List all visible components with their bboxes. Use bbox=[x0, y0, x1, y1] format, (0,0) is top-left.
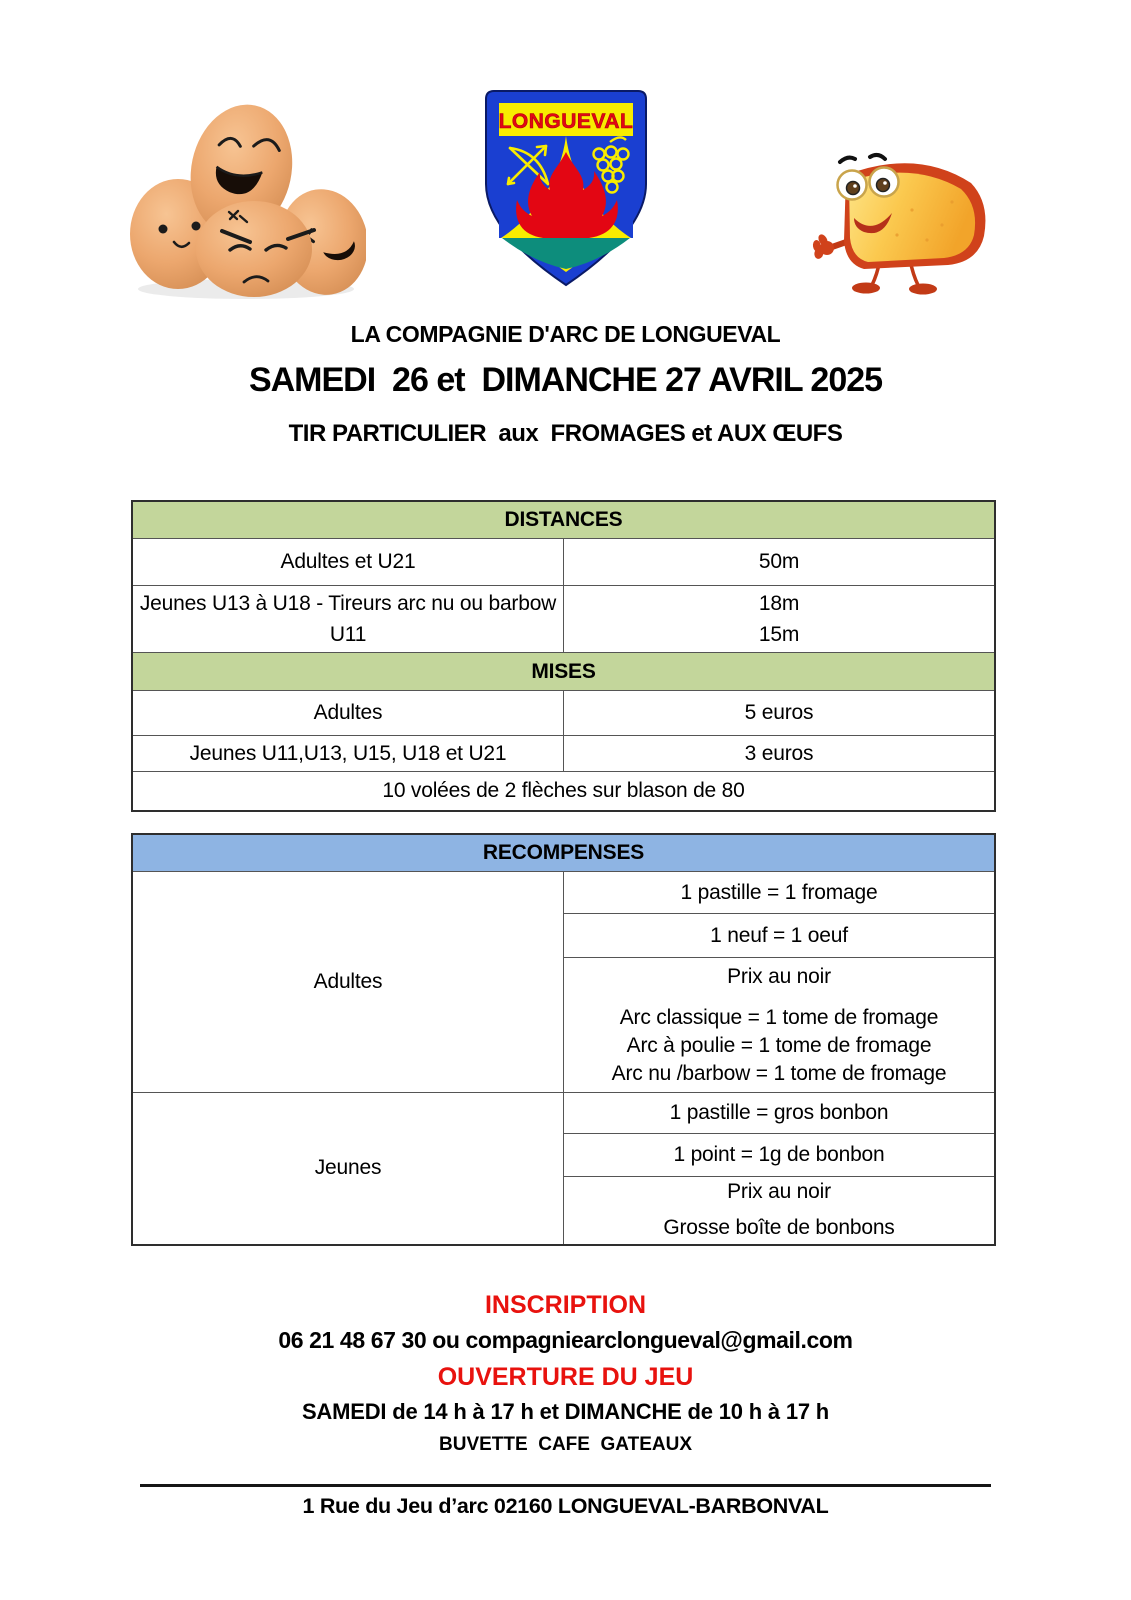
address-line: 1 Rue du Jeu d’arc 02160 LONGUEVAL-BARBONVAL bbox=[302, 1494, 829, 1518]
mises-row1-category: Adultes bbox=[132, 691, 564, 736]
recompenses-jeunes-reward1: 1 pastille = gros bonbon bbox=[564, 1093, 996, 1134]
recompenses-adultes-category: Adultes bbox=[132, 872, 564, 1093]
recompenses-adultes-reward2: 1 neuf = 1 oeuf bbox=[564, 914, 996, 958]
recompenses-header: RECOMPENSES bbox=[132, 834, 995, 872]
refreshments-line: BUVETTE CAFE GATEAUX bbox=[439, 1434, 692, 1455]
mises-header: MISES bbox=[132, 653, 995, 691]
club-title: LA COMPAGNIE D'ARC DE LONGUEVAL bbox=[350, 321, 781, 347]
recompenses-jeunes-category: Jeunes bbox=[132, 1093, 564, 1245]
distances-mises-table bbox=[131, 500, 996, 812]
distances-row1-value: 50m bbox=[564, 539, 996, 586]
inscription-title: INSCRIPTION bbox=[484, 1291, 647, 1319]
shield-base bbox=[502, 238, 630, 269]
shield-title: LONGUEVAL bbox=[498, 110, 634, 133]
distances-row2-value: 18m 15m bbox=[564, 586, 996, 653]
eggs-image bbox=[126, 92, 366, 302]
footer-divider bbox=[140, 1484, 991, 1487]
event-name-title: TIR PARTICULIER aux FROMAGES et AUX ŒUFS bbox=[288, 420, 843, 447]
cheese-mascot-image bbox=[792, 140, 992, 300]
recompenses-table bbox=[131, 833, 996, 1246]
recompenses-jeunes-prix-noir: Prix au noir Grosse boîte de bonbons bbox=[564, 1177, 996, 1245]
distances-row2-category: Jeunes U13 à U18 - Tireurs arc nu ou barbow U11 bbox=[132, 586, 564, 653]
recompenses-jeunes-reward2: 1 point = 1g de bonbon bbox=[564, 1134, 996, 1177]
mises-note: 10 volées de 2 flèches sur blason de 80 bbox=[132, 772, 995, 811]
distances-header: DISTANCES bbox=[132, 501, 995, 539]
opening-title: OUVERTURE DU JEU bbox=[437, 1363, 694, 1391]
club-shield-logo bbox=[482, 88, 650, 288]
distances-row1-category: Adultes et U21 bbox=[132, 539, 564, 586]
recompenses-adultes-prix-noir: Prix au noir Arc classique = 1 tome de fromage Arc à poulie = 1 tome de fromage Arc nu /barbow = 1 tome de fromage bbox=[564, 958, 996, 1093]
mises-row2-category: Jeunes U11,U13, U15, U18 et U21 bbox=[132, 736, 564, 772]
event-date-title: SAMEDI 26 et DIMANCHE 27 AVRIL 2025 bbox=[248, 361, 883, 399]
contact-line: 06 21 48 67 30 ou compagniearclongueval@gmail.com bbox=[278, 1327, 853, 1353]
cheese-hand bbox=[812, 233, 834, 260]
mises-row2-price: 3 euros bbox=[564, 736, 996, 772]
recompenses-adultes-reward1: 1 pastille = 1 fromage bbox=[564, 872, 996, 914]
opening-hours: SAMEDI de 14 h à 17 h et DIMANCHE de 10 h à 17 h bbox=[301, 1399, 830, 1424]
mises-row1-price: 5 euros bbox=[564, 691, 996, 736]
